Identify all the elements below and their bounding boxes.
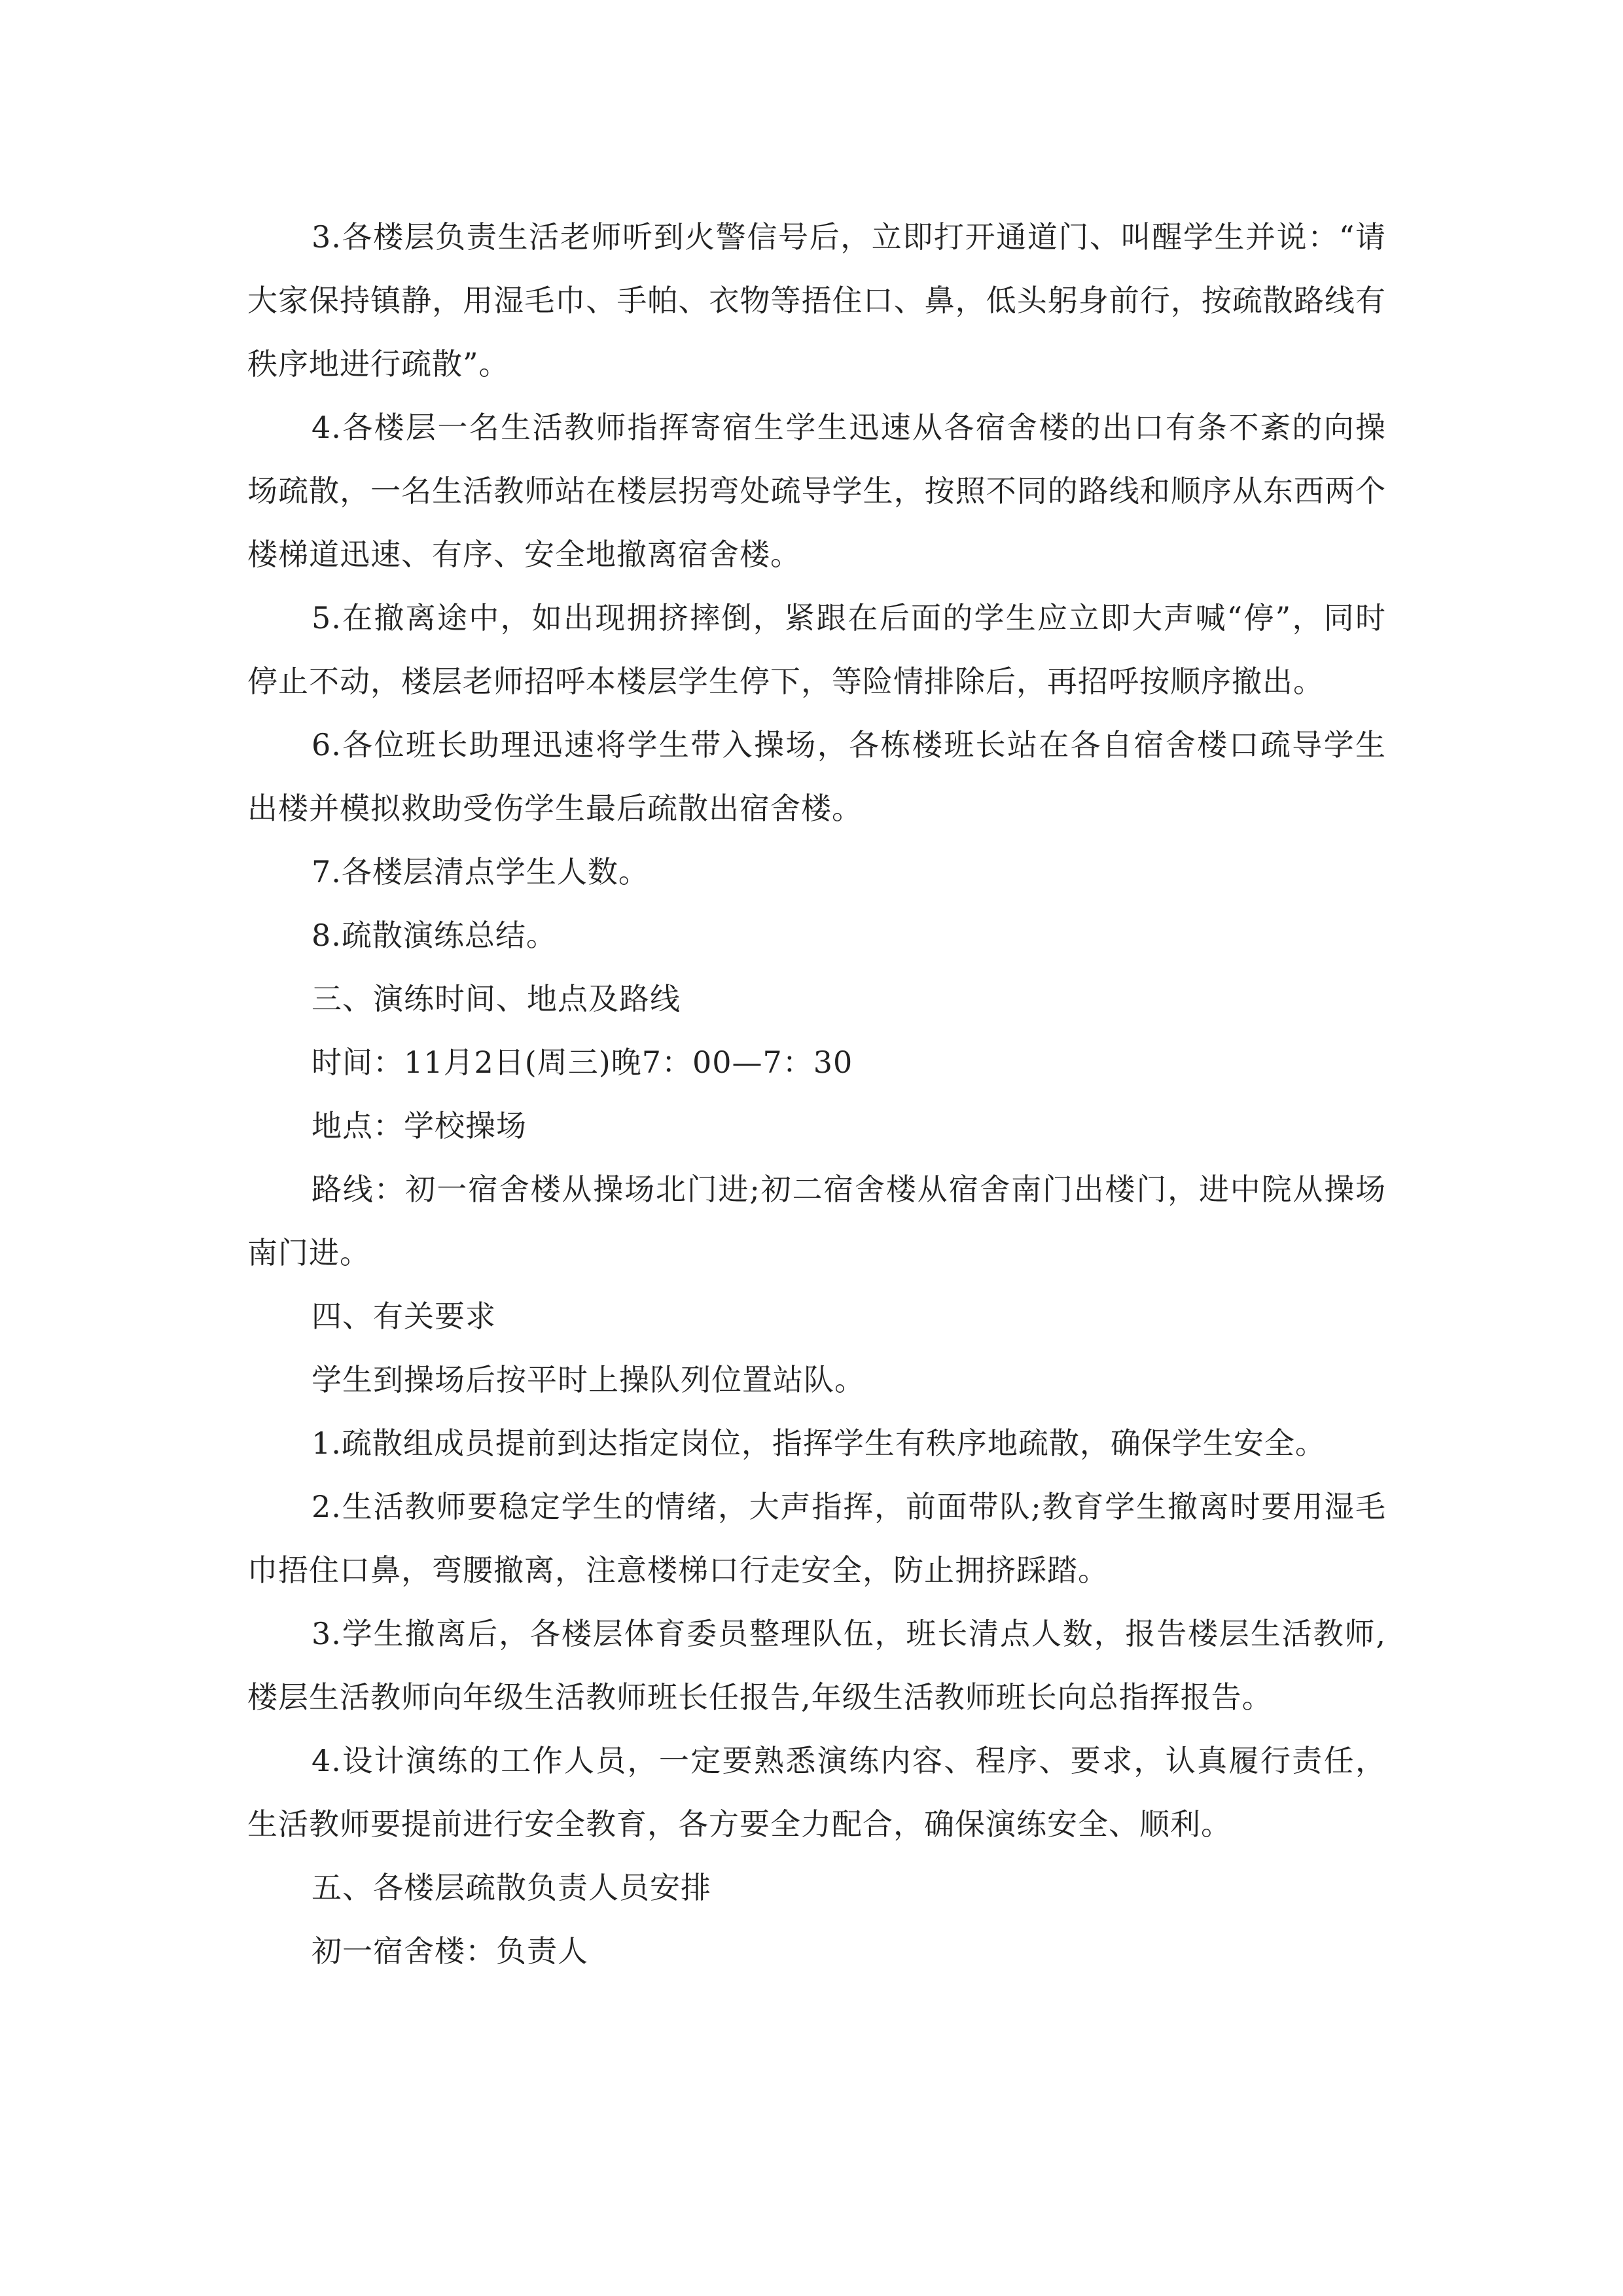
paragraph-4-direct: 4.各楼层一名生活教师指挥寄宿生学生迅速从各宿舍楼的出口有条不紊的向操场疏散，一名生活教师站在楼层拐弯处疏导学生，按照不同的路线和顺序从东西两个楼梯道迅速、有序、安全地撤离宿舍楼。: [247, 410, 1386, 572]
paragraph-5-evacuate: 5.在撤离途中，如出现拥挤摔倒，紧跟在后面的学生应立即大声喊“停”，同时停止不动，楼层老师招呼本楼层学生停下，等险情排除后，再招呼按顺序撤出。: [247, 600, 1386, 699]
section-heading-floor-staff: 五、各楼层疏散负责人员安排: [312, 1870, 711, 1905]
building-1-responsible: 初一宿舍楼：负责人: [312, 1933, 588, 1969]
drill-route: 路线：初一宿舍楼从操场北门进;初二宿舍楼从宿舍南门出楼门，进中院从操场南门进。: [247, 1172, 1386, 1270]
section-heading-requirements: 四、有关要求: [312, 1299, 496, 1334]
requirement-1: 1.疏散组成员提前到达指定岗位，指挥学生有秩序地疏散，确保学生安全。: [312, 1426, 1326, 1461]
section-heading-time-place: 三、演练时间、地点及路线: [312, 981, 681, 1016]
requirements-intro: 学生到操场后按平时上操队列位置站队。: [312, 1362, 865, 1397]
paragraph-7-count: 7.各楼层清点学生人数。: [312, 854, 649, 889]
paragraph-6-assist: 6.各位班长助理迅速将学生带入操场，各栋楼班长站在各自宿舍楼口疏导学生出楼并模拟救助受伤学生最后疏散出宿舍楼。: [247, 727, 1386, 826]
paragraph-8-summary: 8.疏散演练总结。: [312, 918, 557, 953]
requirement-4: 4.设计演练的工作人员，一定要熟悉演练内容、程序、要求，认真履行责任，生活教师要提前进行安全教育，各方要全力配合，确保演练安全、顺利。: [247, 1743, 1386, 1842]
paragraph-3-notify: 3.各楼层负责生活老师听到火警信号后，立即打开通道门、叫醒学生并说：“请大家保持镇静，用湿毛巾、手帕、衣物等捂住口、鼻，低头躬身前行，按疏散路线有秩序地进行疏散”。: [247, 219, 1386, 382]
drill-time: 时间：11月2日(周三)晚7：00—7：30: [312, 1045, 853, 1080]
requirement-2: 2.生活教师要稳定学生的情绪，大声指挥，前面带队;教育学生撤离时要用湿毛巾捂住口鼻，弯腰撤离，注意楼梯口行走安全，防止拥挤踩踏。: [247, 1489, 1386, 1588]
document-page: [247, 206, 1386, 1983]
requirement-3: 3.学生撤离后，各楼层体育委员整理队伍，班长清点人数，报告楼层生活教师,楼层生活教师向年级生活教师班长任报告,年级生活教师班长向总指挥报告。: [247, 1616, 1386, 1715]
drill-location: 地点：学校操场: [312, 1108, 527, 1143]
